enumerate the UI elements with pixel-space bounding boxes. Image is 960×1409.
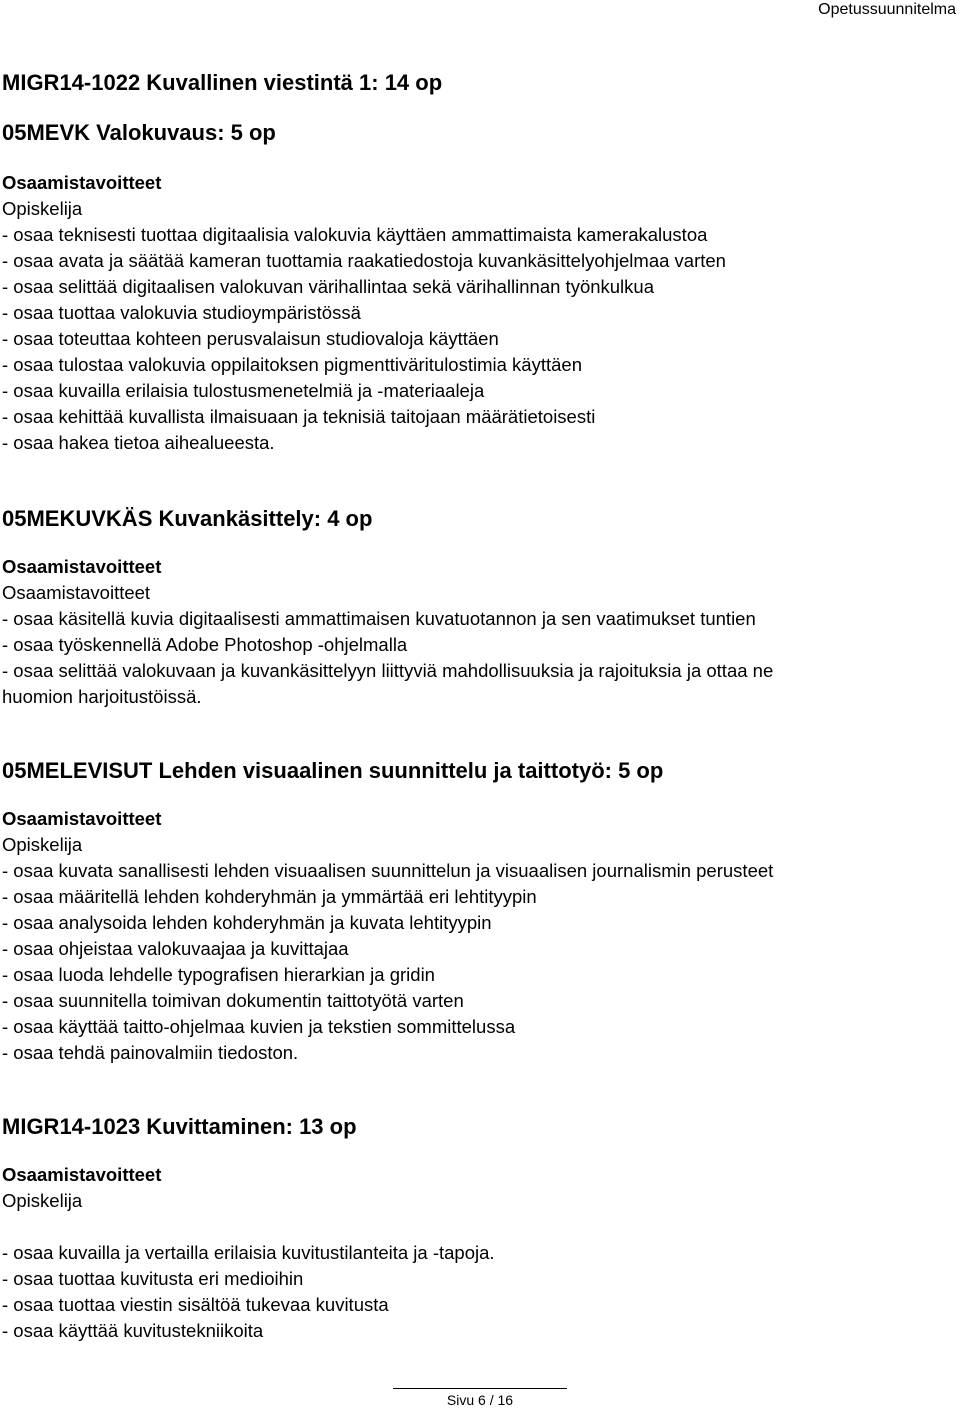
- list-item: - osaa luoda lehdelle typografisen hierarkian ja gridin: [2, 964, 435, 985]
- goals-list-valokuvaus: [2, 222, 952, 456]
- list-item: - osaa avata ja säätää kameran tuottamia raakatiedostoja kuvankäsittelyohjelmaa varten: [2, 250, 726, 271]
- goals-sub-label: Opiskelija: [2, 834, 83, 855]
- list-item: - osaa hakea tietoa aihealueesta.: [2, 432, 275, 453]
- list-item: - osaa tuottaa kuvitusta eri medioihin: [2, 1268, 304, 1289]
- list-item: - osaa tuottaa viestin sisältöä tukevaa kuvitusta: [2, 1294, 389, 1315]
- spacer: [2, 1142, 952, 1162]
- list-item: - osaa tehdä painovalmiin tiedoston.: [2, 1042, 299, 1063]
- goals-heading: Osaamistavoitteet: [2, 172, 162, 193]
- spacer: [2, 1214, 952, 1240]
- module-title-migr14-1023: MIGR14-1023 Kuvittaminen: 13 op: [2, 1114, 357, 1139]
- list-item: - osaa suunnitella toimivan dokumentin taittotyötä varten: [2, 990, 464, 1011]
- goals-list-lehden-visuaalinen: [2, 858, 952, 1066]
- goals-sub-label: Opiskelija: [2, 198, 83, 219]
- goals-sub-label: Opiskelija: [2, 1190, 83, 1211]
- list-item: - osaa tuottaa valokuvia studioympäristössä: [2, 302, 361, 323]
- list-item: - osaa toteuttaa kohteen perusvalaisun studiovaloja käyttäen: [2, 328, 499, 349]
- goals-list-kuvittaminen: [2, 1240, 952, 1344]
- list-item: - osaa kuvailla erilaisia tulostusmenetelmiä ja -materiaaleja: [2, 380, 485, 401]
- document-body: [2, 68, 952, 1344]
- list-item: - osaa ohjeistaa valokuvaajaa ja kuvittajaa: [2, 938, 349, 959]
- list-item: - osaa kuvailla ja vertailla erilaisia kuvitustilanteita ja -tapoja.: [2, 1242, 495, 1263]
- footer-divider: [393, 1388, 567, 1389]
- course-title-valokuvaus: 05MEVK Valokuvaus: 5 op: [2, 120, 276, 145]
- list-item: - osaa kuvata sanallisesti lehden visuaalisen suunnittelun ja visuaalisen journalismin perusteet: [2, 860, 774, 881]
- course-title-kuvankasittely: 05MEKUVKÄS Kuvankäsittely: 4 op: [2, 506, 373, 531]
- goals-heading: Osaamistavoitteet: [2, 808, 162, 829]
- page-number: Sivu 6 / 16: [446, 1392, 514, 1408]
- goals-heading: Osaamistavoitteet: [2, 1164, 162, 1185]
- list-item: - osaa analysoida lehden kohderyhmän ja kuvata lehtityypin: [2, 912, 492, 933]
- list-item: - osaa teknisesti tuottaa digitaalisia valokuvia käyttäen ammattimaista kamerakalustoa: [2, 224, 708, 245]
- list-item: - osaa kehittää kuvallista ilmaisuaan ja teknisiä taitojaan määrätietoisesti: [2, 406, 596, 427]
- spacer: [2, 534, 952, 554]
- running-header: Opetussuunnitelma: [818, 1, 956, 18]
- list-item: - osaa selittää valokuvaan ja kuvankäsittelyyn liittyviä mahdollisuuksia ja rajoituksia ja ottaa ne: [2, 660, 774, 681]
- spacer: [2, 1066, 952, 1112]
- list-item: - osaa selittää digitaalisen valokuvan värihallintaa sekä värihallinnan työnkulkua: [2, 276, 654, 297]
- list-item: - osaa työskennellä Adobe Photoshop -ohjelmalla: [2, 634, 408, 655]
- spacer: [2, 710, 952, 756]
- list-item: - osaa tulostaa valokuvia oppilaitoksen pigmenttiväritulostimia käyttäen: [2, 354, 582, 375]
- spacer: [2, 148, 952, 170]
- module-title-migr14-1022: MIGR14-1022 Kuvallinen viestintä 1: 14 op: [2, 70, 443, 95]
- course-title-lehden-visuaalinen: 05MELEVISUT Lehden visuaalinen suunnittelu ja taittotyö: 5 op: [2, 758, 664, 783]
- list-item: - osaa käyttää taitto-ohjelmaa kuvien ja tekstien sommittelussa: [2, 1016, 516, 1037]
- list-item: - osaa määritellä lehden kohderyhmän ja ymmärtää eri lehtityypin: [2, 886, 537, 907]
- list-item: - osaa käsitellä kuvia digitaalisesti ammattimaisen kuvatuotannon ja sen vaatimukset tuntien: [2, 608, 756, 629]
- goals-heading: Osaamistavoitteet: [2, 556, 162, 577]
- list-item: huomion harjoitustöissä.: [2, 686, 202, 707]
- spacer: [2, 456, 952, 504]
- spacer: [2, 98, 952, 118]
- goals-sub-label: Osaamistavoitteet: [2, 582, 151, 603]
- goals-list-kuvankasittely: [2, 606, 952, 710]
- spacer: [2, 786, 952, 806]
- list-item: - osaa käyttää kuvitustekniikoita: [2, 1320, 264, 1341]
